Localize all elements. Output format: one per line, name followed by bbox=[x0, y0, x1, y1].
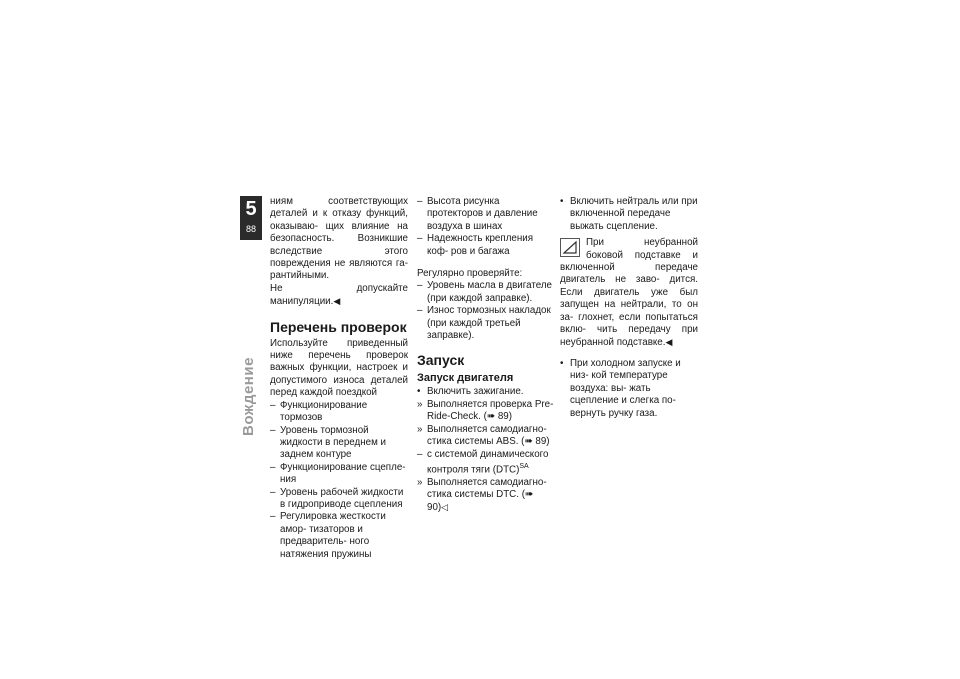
list-item: • При холодном запуске и низ- кой температуре воздуха: вы- жать сцепление и слегка по- вернуть ручку газа. bbox=[560, 357, 681, 419]
checklist bbox=[270, 400, 408, 561]
list-item: » Выполняется самодиагно- стика системы DTC. (➠ 90)◁ bbox=[417, 476, 547, 514]
list-item: – Функционирование тормозов bbox=[270, 399, 368, 424]
start-steps bbox=[417, 386, 555, 514]
list-item: – с системой динамического контроля тяги (DTC)$^{SA}$ bbox=[417, 448, 549, 476]
list-item: • Включить зажигание. bbox=[417, 386, 524, 398]
checklist-lead: Используйте приведенный ниже перечень проверок важных функции, настроек и допустимого износа деталей перед каждой поездкой bbox=[270, 337, 408, 399]
checklist-continued bbox=[417, 196, 555, 258]
list-item: – Износ тормозных накладок (при каждой третьей заправке). bbox=[417, 305, 551, 342]
section-heading-checklist: Перечень проверок bbox=[270, 318, 407, 335]
cold-start-steps bbox=[560, 358, 698, 420]
subheading-engine-start: Запуск двигателя bbox=[417, 372, 514, 385]
arrow-icon: ➠ bbox=[524, 488, 534, 500]
page-number: 88 bbox=[240, 222, 262, 236]
intro-last: Не допускайте манипуляции.◀ bbox=[270, 282, 408, 308]
list-item: » Выполняется самодиагно- стика системы ABS. (➠ 89) bbox=[417, 423, 550, 448]
list-item: » Выполняется проверка Pre- Ride-Check. (➠ 89) bbox=[417, 398, 554, 423]
list-item: – Уровень масла в двигателе (при каждой заправке). bbox=[417, 280, 553, 304]
sa-superscript: SA bbox=[519, 462, 529, 470]
chapter-box bbox=[240, 196, 262, 240]
chapter-number: 5 bbox=[245, 198, 257, 220]
arrow-icon: ➠ bbox=[524, 436, 533, 448]
regular-checklist bbox=[417, 280, 555, 342]
start-steps-continued bbox=[560, 196, 698, 233]
end-marker-open-icon: ◁ bbox=[441, 502, 449, 513]
list-item: – Уровень тормозной жидкости в переднем и заднем контуре bbox=[270, 424, 387, 461]
column-2 bbox=[417, 196, 555, 515]
warning-icon bbox=[560, 238, 580, 257]
section-heading-start: Запуск bbox=[417, 352, 465, 369]
regular-check-lead: Регулярно проверяйте: bbox=[417, 268, 523, 280]
end-marker-icon: ◀ bbox=[665, 337, 673, 348]
list-item: – Уровень рабочей жидкости в гидроприводе сцепления bbox=[270, 486, 404, 510]
list-item: • Включить нейтраль или при включенной передаче выжать сцепление. bbox=[560, 196, 698, 232]
list-item: – Надежность крепления коф- ров и багажа bbox=[417, 233, 534, 257]
list-item: – Высота рисунка протекторов и давление воздуха в шинах bbox=[417, 196, 538, 232]
chapter-tab bbox=[240, 196, 262, 240]
intro-text: ниям соответствующих деталей и к отказу функций, оказываю- щих влияние на безопасность. Возникшие вследствие этого повреждения не являются га- рантийными. bbox=[270, 196, 408, 282]
warning-text: При неубранной боковой подставке и включенной передаче двигатель не заво- дится. Если двигатель уже был запущен на нейтрали, то он за- глохнет, если попытаться вклю- чить передачу при неубранной подставке.◀ bbox=[560, 237, 698, 349]
chapter-title: Вождение bbox=[240, 357, 257, 436]
list-item: – Регулировка жесткости амор- тизаторов и предваритель- ного натяжения пружины bbox=[270, 511, 386, 560]
list-item: – Функционирование сцепле- ния bbox=[270, 461, 406, 486]
column-3 bbox=[560, 196, 698, 420]
column-1 bbox=[270, 196, 408, 561]
warning-block bbox=[560, 237, 698, 350]
arrow-icon: ➠ bbox=[486, 411, 496, 423]
end-marker-icon: ◀ bbox=[333, 296, 341, 307]
